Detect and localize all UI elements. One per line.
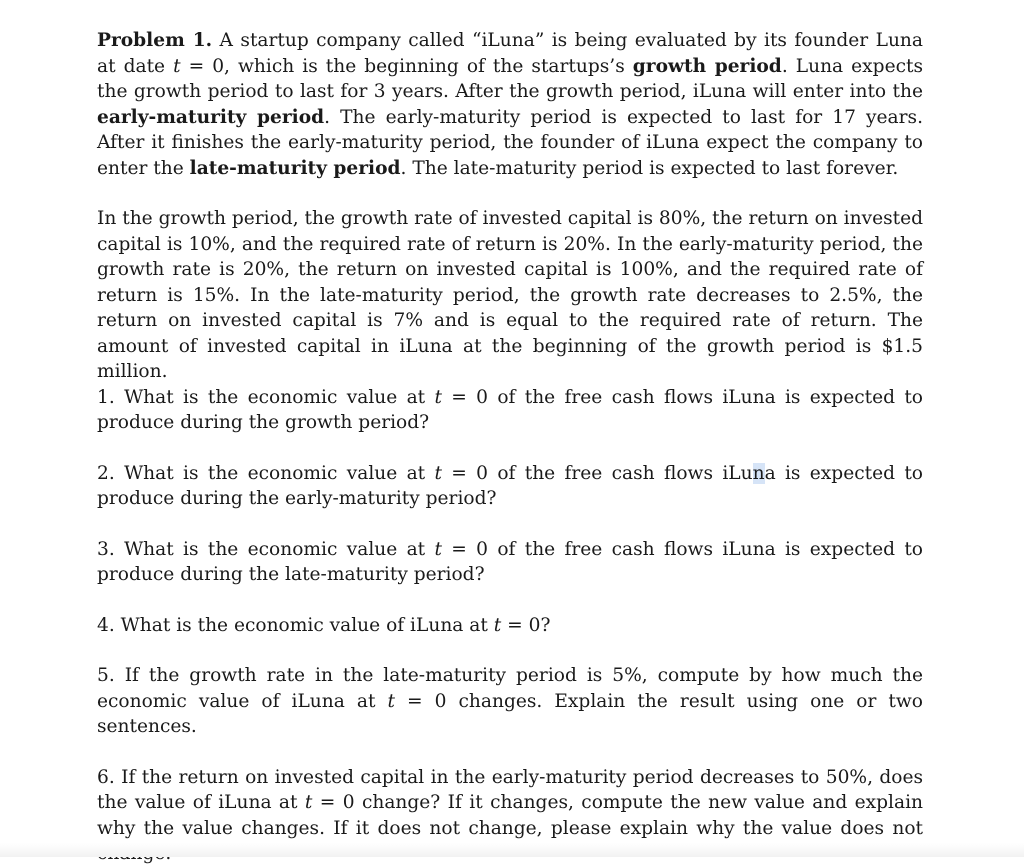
intro-text-5: . The late-maturity period is expected to last forever. <box>400 157 899 179</box>
intro-text-1: A startup company called “iLuna” is being evaluated by its founder Luna at date <box>97 30 923 77</box>
question-2: 2. What is the economic value at t = 0 of the free cash flows iLuna is expected to produce during the early-maturity period? <box>97 462 923 509</box>
page-bottom-edge <box>0 843 1024 857</box>
intro-text-2: = 0, which is the beginning of the startups’s <box>180 55 633 77</box>
term-late-maturity-period: late-maturity period <box>189 157 401 179</box>
question-4: 4. What is the economic value of iLuna at t = 0? <box>97 614 551 636</box>
question-3: 3. What is the economic value at t = 0 of the free cash flows iLuna is expected to produce during the late-maturity period? <box>97 538 923 585</box>
question-5: 5. If the growth rate in the late-maturity period is 5%, compute by how much the economic value of iLuna at t = 0 changes. Explain the result using one or two sentences. <box>97 665 923 737</box>
assumptions-paragraph: In the growth period, the growth rate of invested capital is 80%, the return on invested capital is 10%, and the required rate of return is 20%. In the early-maturity period, the growth rate is 20%, the return on invested capital is 100%, and the required rate of return is 15%. In the late-maturity period, the growth rate decreases to 2.5%, the return on invested capital is 7% and is equal to the required rate of return. The amount of invested capital in iLuna at the beginning of the growth period is $1.5 million. <box>97 208 923 382</box>
problem-label: Problem 1. <box>97 30 213 51</box>
question-6: 6. If the return on invested capital in the early-maturity period decreases to 50%, does the value of iLuna at t = 0 change? If it changes, compute the new value and explain why the value changes. If it does not change, please explain why the value does not <box>97 766 923 839</box>
question-1: 1. What is the economic value at t = 0 of the free cash flows iLuna is expected to produce during the growth period? <box>97 386 923 433</box>
problem-document <box>97 28 923 867</box>
var-t: t <box>173 55 181 77</box>
problem-intro-paragraph <box>97 28 923 181</box>
intro-text-3: . Luna expects the growth period to last for 3 years. After the growth period, iLuna will enter into the <box>97 55 923 102</box>
intro-text-4: . The early-maturity period is expected to last for 17 years. After it finishes the early-maturity period, the founder of iLuna expect the company to enter the <box>97 106 923 179</box>
term-early-maturity-period: early-maturity period <box>97 106 325 128</box>
term-growth-period: growth period <box>632 55 782 77</box>
text-selection-highlight: n <box>752 462 765 484</box>
